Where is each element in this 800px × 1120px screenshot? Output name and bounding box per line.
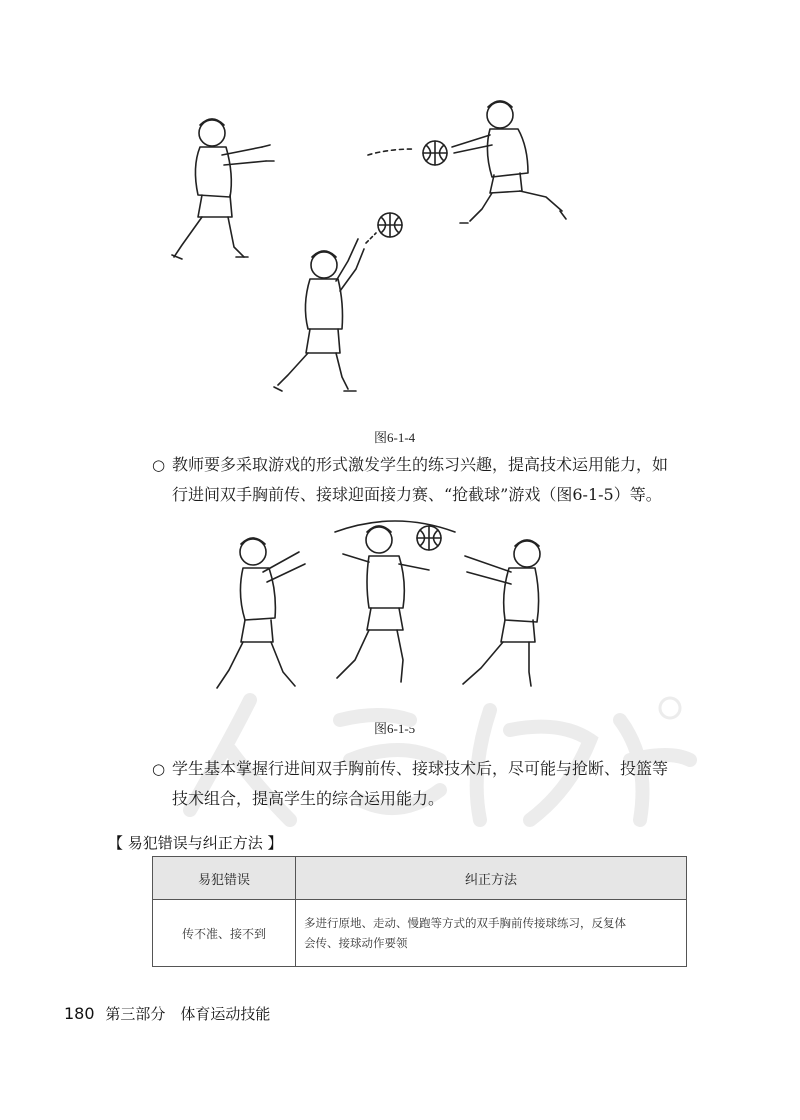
player-right-illustration xyxy=(463,540,540,686)
player-left-illustration xyxy=(172,119,274,259)
figure-caption: 图6-1-5 xyxy=(374,721,416,736)
bullet-icon: ○ xyxy=(152,456,166,474)
table-cell-error: 传不准、接不到 xyxy=(153,900,296,967)
figure-6-1-5 xyxy=(205,512,565,702)
table-header-cell: 纠正方法 xyxy=(296,857,687,900)
paragraph-line: 技术组合，提高学生的综合运用能力。 xyxy=(172,789,445,808)
bullet-icon: ○ xyxy=(152,760,166,778)
paragraph xyxy=(152,450,712,510)
paragraph-line: 教师要多采取游戏的形式激发学生的练习兴趣，提高技术运用能力，如 xyxy=(172,455,669,474)
basketball-illustration xyxy=(417,526,441,550)
player-left-illustration xyxy=(217,538,305,688)
paragraph xyxy=(152,754,712,814)
figure-6-1-4 xyxy=(150,95,630,405)
player-bottom-illustration xyxy=(274,239,364,391)
footer-text: 第三部分 体育运动技能 xyxy=(105,1005,271,1023)
page-number: 180 xyxy=(64,1004,95,1023)
basketball-top-illustration xyxy=(368,141,447,165)
player-right-illustration xyxy=(452,101,566,223)
page-footer xyxy=(64,1003,270,1024)
errors-table xyxy=(152,856,687,967)
basketball-middle-illustration xyxy=(366,213,402,243)
paragraph-line: 行进间双手胸前传、接球迎面接力赛、“抢截球”游戏（图6-1-5）等。 xyxy=(172,485,662,504)
table-header-cell: 易犯错误 xyxy=(153,857,296,900)
fix-line: 多进行原地、走动、慢跑等方式的双手胸前传接球练习，反复体 xyxy=(304,916,626,930)
fix-line: 会传、接球动作要领 xyxy=(304,936,408,950)
section-title: 【 易犯错误与纠正方法 】 xyxy=(108,834,283,852)
figure-caption: 图6-1-4 xyxy=(374,430,416,445)
table-header-row xyxy=(153,857,687,900)
table-cell-fix xyxy=(296,900,687,967)
paragraph-line: 学生基本掌握行进间双手胸前传、接球技术后，尽可能与抢断、投篮等 xyxy=(172,759,669,778)
table-row xyxy=(153,900,687,967)
